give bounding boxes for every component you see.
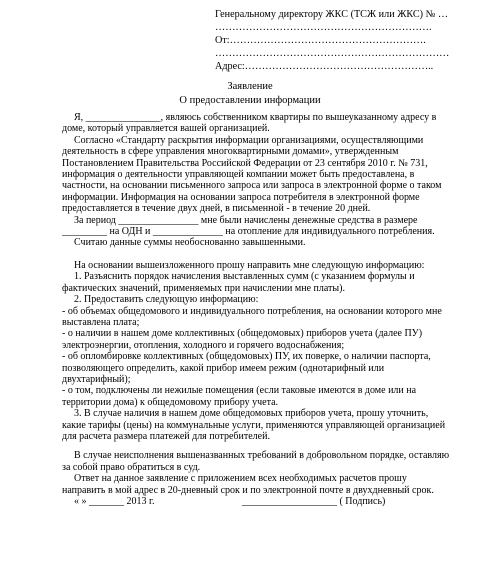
paragraph-item-2: 2. Предоставить следующую информацию: [74, 294, 259, 306]
addressee-block [215, 8, 495, 73]
paragraph-request: На основании вышеизложенного прошу направить мне следующую информацию: [74, 259, 425, 271]
addressee-line: Генеральному директору ЖКС (ТСЖ или ЖКС) № … [215, 9, 449, 20]
paragraph-item-1: 1. Разъяснить порядок начисления выставленных сумм (с указанием формулы и фактических значений, применяемых при начислении мне платы). [62, 271, 415, 294]
sender-continuation: …………………………………………………………… [215, 48, 450, 59]
paragraph-item-3: 3. В случае наличия в нашем доме общедомовых приборов учета, прошу уточнить, какие тарифы (цены) на коммунальные услуги, применяются управляющей организацией для расчета размера платежей для потребителей. [62, 408, 446, 442]
paragraph-standard: Согласно «Стандарту раскрытия информации организациями, осуществляющими деятельность в сфере управления многоквартирными домами», утвержденным Постановлением Правительства Российской Федерации от 23 сентября 2010 г. № 731, информация о деятельности управляющей компании может быть предоставлена, в частности, на основании письменного запроса или запроса в электронной форме о таком информации. Информация на основании запроса потребителя в электронной форме предоставляется в течение двух дней, в письменной - в течение 20 дней. [62, 134, 442, 215]
document-title: Заявление [227, 81, 273, 92]
paragraph-item-2a: - об объемах общедомового и индивидуального потребления, на основании которого мне выставлена плата; [62, 305, 442, 328]
paragraph-court: В случае неисполнения вышеназванных требований в добровольном порядке, оставляю за собой право обратиться в суд. [62, 450, 450, 473]
addressee-continuation: ………………………………………………………. [215, 22, 432, 33]
paragraph-period: За период ________________ мне были начислены денежные средства в размере _________ на ОДН и ______________ на отопление для индивидуального потребления. [62, 214, 435, 238]
address-line: Адрес:……………………………………………….. [215, 61, 434, 72]
sender-line: От:…………………………………………………. [215, 35, 426, 46]
signature-line: « » _______ 2013 г. ___________________ ( Подпись) [74, 496, 386, 507]
paragraph-item-2b: - о наличии в нашем доме коллективных (общедомовых) приборов учета (далее ПУ) электроэнергии, отопления, холодного и горячего водоснабжения; [62, 328, 423, 351]
paragraph-item-2d: - о том, подключены ли нежилые помещения (если таковые имеются в доме или на территории дома) к общедомовому прибору учета. [62, 385, 417, 408]
paragraph-response: Ответ на данное заявление с приложением всех необходимых расчетов прошу направить в мой адрес в 20-дневный срок и по электронной почте в двухдневный срок. [62, 473, 434, 496]
document-body [62, 112, 450, 507]
paragraph-overpriced: Считаю данные суммы необоснованно завышенными. [74, 237, 306, 249]
paragraph-intro: Я, _______________, являюсь собственником квартиры по вышеуказанному адресу в доме, который управляется вашей организацией. [62, 112, 437, 135]
paragraph-item-2c: - об опломбировке коллективных (общедомовых) ПУ, их поверке, о наличии паспорта, позволяющего определить, какой прибор имеем режим (однотарифный или двухтарифный); [62, 351, 431, 385]
document-subtitle: О предоставлении информации [179, 95, 321, 106]
